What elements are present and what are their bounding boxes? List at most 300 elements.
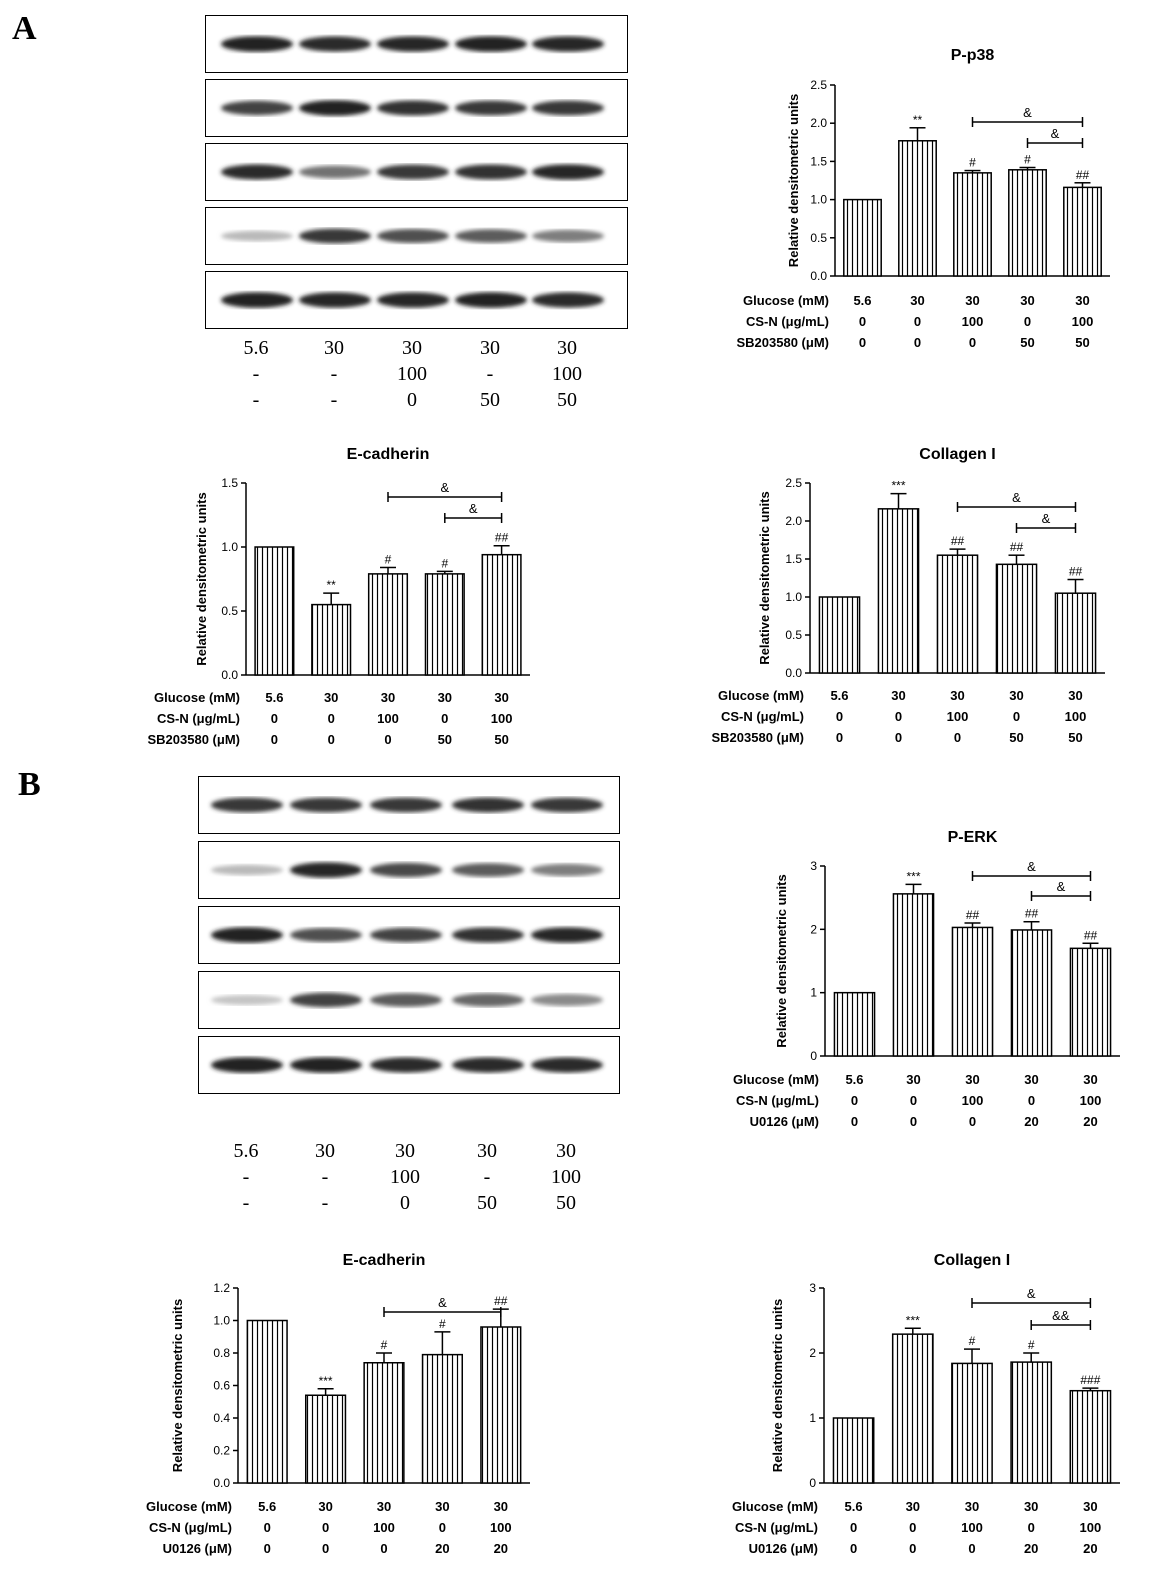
bracket-label: & [1026,1286,1036,1301]
y-tick-label: 1 [809,1411,816,1425]
significance-label: ### [1080,1373,1101,1388]
chart-title: P-p38 [950,47,995,64]
significance-label: # [384,552,392,567]
table-cell: 50 [1075,335,1090,350]
chart-collagen-i-b [720,1245,1140,1575]
table-cell: 100 [1064,709,1087,724]
bar [255,547,294,675]
y-tick-label: 1.5 [810,154,827,169]
bar [1070,1391,1110,1483]
blot-band [221,292,293,308]
blot-band [299,36,371,51]
bar [1011,1362,1051,1483]
table-cell: 0 [384,732,392,747]
y-tick-label: 1.0 [221,540,238,554]
table-row-label: Glucose (mM) [733,1072,819,1087]
table-row-label: U0126 (μM) [748,1541,818,1556]
blot-band [290,993,362,1007]
table-cell: 100 [1079,1520,1102,1535]
condition-value: - [242,1192,250,1214]
table-cell: 100 [1071,314,1094,329]
condition-value: 5.6 [233,1140,259,1162]
significance-label: # [439,1316,446,1331]
bar [954,173,991,276]
table-cell: 0 [858,335,867,350]
table-cell: 0 [321,1541,330,1556]
condition-value: 100 [390,1166,420,1188]
table-cell: 30 [437,690,453,705]
bracket-label: & [438,1295,447,1310]
table-cell: 0 [1023,314,1032,329]
blot-band [532,101,604,116]
table-cell: 100 [961,314,984,329]
table-cell: 30 [906,1072,921,1087]
condition-value: 30 [556,1140,576,1162]
table-cell: 0 [968,335,977,350]
table-cell: 50 [1009,730,1024,745]
bar [247,1321,287,1484]
table-row-label: Glucose (mM) [732,1499,818,1514]
table-cell: 30 [905,1499,921,1514]
blot-band [532,164,604,179]
y-tick-label: 2.0 [785,514,802,528]
blot-band [290,862,362,877]
y-tick-label: 0.5 [785,628,802,642]
chart-p-erk [720,823,1140,1133]
table-cell: 50 [1068,730,1083,745]
table-cell: 5.6 [830,688,849,703]
blot-image-box [205,143,628,201]
table-cell: 0 [968,1114,977,1129]
panel-letter-a: A [12,10,37,47]
bar [834,993,874,1056]
significance-label: ## [1083,928,1098,943]
blot-band [452,993,524,1006]
y-axis-label: Relative densitometric units [770,1298,785,1473]
table-cell: 0 [968,1541,976,1556]
chart-e-cadherin-b [120,1245,540,1575]
blot-band [377,292,449,307]
table-cell: 5.6 [265,690,284,705]
table-cell: 30 [318,1499,333,1514]
condition-value: 5.6 [243,337,269,359]
bar [481,1327,521,1483]
significance-label: ## [494,1294,508,1309]
table-row-label: CS-N (μg/mL) [148,1520,232,1535]
table-cell: 20 [1083,1541,1098,1556]
bar [844,200,881,276]
table-cell: 0 [858,314,867,329]
blot-band [211,798,283,813]
condition-value: 30 [557,337,577,359]
table-cell: 0 [849,1541,858,1556]
blot-band [299,100,371,116]
table-row-label: SB203580 (μM) [711,730,804,745]
blot-band [531,864,603,876]
condition-value: - [242,1166,250,1188]
blot-band [455,292,527,307]
table-cell: 30 [380,690,396,705]
bar [306,1395,346,1483]
y-tick-label: 1.0 [810,192,827,207]
condition-value: - [321,1192,329,1214]
bar [369,574,408,675]
table-row-label: U0126 (μM) [162,1541,232,1556]
condition-value: - [486,363,494,385]
table-cell: 0 [1012,709,1021,724]
bracket-label: & [440,480,450,495]
condition-value: 100 [551,1166,581,1188]
table-cell: 100 [490,711,513,726]
blot-image-box [198,841,620,899]
blot-image-box [205,79,628,137]
blot-band [290,928,362,942]
significance-label: ** [912,112,923,127]
bar [937,555,977,673]
chart-title: E-cadherin [342,1252,426,1269]
condition-value: 30 [402,337,422,359]
condition-value: 50 [556,1192,576,1214]
y-tick-label: 2.0 [810,116,827,131]
table-cell: 5.6 [258,1499,277,1514]
condition-value: 30 [315,1140,335,1162]
blot-band [452,927,524,942]
significance-label: ## [950,534,965,549]
blot-band [452,863,524,877]
table-row-label: SB203580 (μM) [147,732,240,747]
y-tick-label: 1.0 [785,590,802,604]
blot-band [221,36,293,52]
y-tick-label: 3 [809,1281,816,1295]
y-axis-label: Relative densitometric units [757,491,772,665]
blot-band [370,863,442,877]
bar [1070,948,1110,1056]
table-cell: 0 [913,314,922,329]
bar [1011,930,1051,1056]
table-cell: 100 [961,1093,984,1108]
table-cell: 50 [1020,335,1035,350]
table-cell: 0 [953,730,962,745]
table-cell: 20 [1024,1114,1039,1129]
table-row-label: U0126 (μM) [749,1114,819,1129]
condition-value: - [252,389,260,411]
table-cell: 50 [494,732,509,747]
table-row-label: Glucose (mM) [146,1499,232,1514]
bar [878,509,918,673]
table-cell: 30 [1023,1499,1039,1514]
blot-band [452,1057,524,1072]
bar [819,597,859,673]
significance-label: *** [318,1373,333,1388]
chart-p-p38 [736,40,1120,350]
significance-label: ## [965,908,980,922]
table-cell: 30 [494,690,509,705]
significance-label: ## [1009,540,1024,555]
blot-image-box [205,271,628,329]
significance-label: # [1027,1338,1035,1352]
significance-label: ## [1068,564,1083,579]
blot-band [531,798,603,813]
y-tick-label: 0.4 [213,1411,230,1425]
y-tick-label: 0.0 [785,666,802,680]
bracket-label: & [1027,859,1036,874]
condition-value: 50 [477,1192,497,1214]
table-cell: 30 [965,1072,980,1087]
table-row-label: Glucose (mM) [154,690,240,705]
condition-value: 30 [324,337,344,359]
condition-value: 30 [480,337,500,359]
significance-label: *** [891,478,906,493]
table-cell: 20 [493,1541,509,1556]
table-cell: 30 [376,1499,392,1514]
bar [364,1363,404,1483]
table-cell: 20 [1083,1114,1098,1129]
y-tick-label: 0.2 [213,1443,230,1458]
bar [1064,187,1101,276]
table-cell: 0 [850,1093,859,1108]
table-cell: 30 [1083,1072,1098,1087]
condition-value: 100 [552,363,582,385]
table-cell: 5.6 [844,1499,863,1514]
table-cell: 30 [435,1499,450,1514]
table-cell: 0 [835,709,844,724]
table-cell: 30 [965,293,980,308]
bar [833,1418,873,1483]
blot-image-box [198,906,620,964]
blot-band [370,1057,442,1072]
condition-value: 50 [480,389,500,411]
y-tick-label: 2 [809,1346,816,1360]
y-tick-label: 0.0 [810,269,827,283]
significance-label: ## [1024,906,1039,921]
chart-collagen-i-a [705,440,1125,750]
blot-band [531,927,603,942]
table-row-label: CS-N (μg/mL) [745,314,829,329]
condition-value: 0 [400,1192,410,1214]
table-cell: 30 [1009,688,1024,703]
significance-label: *** [905,1313,920,1328]
condition-value: - [483,1166,491,1188]
table-row-label: CS-N (μg/mL) [734,1520,818,1535]
blot-band [299,166,371,179]
blot-band [377,100,449,115]
y-tick-label: 0.5 [221,604,238,618]
condition-value: 100 [397,363,427,385]
table-cell: 0 [909,1114,918,1129]
y-tick-label: 0 [809,1476,816,1490]
blot-band [532,230,604,242]
table-cell: 30 [1075,293,1090,308]
table-cell: 0 [270,711,279,726]
table-row-label: CS-N (μg/mL) [156,711,240,726]
significance-label: # [380,1338,388,1352]
table-cell: 0 [850,1114,859,1129]
blot-band [531,994,603,1006]
bar [952,1363,992,1483]
table-cell: 20 [435,1541,450,1556]
panel-letter-b: B [18,766,41,803]
chart-title: P-ERK [947,829,998,846]
y-tick-label: 0.5 [810,230,827,245]
table-cell: 0 [327,711,335,726]
y-tick-label: 2.5 [785,476,802,490]
bracket-label: & [1056,879,1066,894]
chart-title: E-cadherin [346,446,430,463]
blot-band [370,993,442,1007]
blot-band [531,1057,603,1072]
table-cell: 30 [910,293,925,308]
blot-image-box [198,1036,620,1094]
y-tick-label: 1.2 [213,1281,230,1295]
table-row-label: CS-N (μg/mL) [735,1093,819,1108]
table-cell: 30 [323,690,339,705]
table-row-label: Glucose (mM) [718,688,804,703]
significance-label: # [968,1334,976,1349]
blot-band [532,36,604,51]
blot-band [455,229,527,243]
table-cell: 0 [849,1520,858,1535]
table-cell: 30 [891,688,906,703]
y-tick-label: 1.5 [221,476,238,490]
significance-label: ## [1075,167,1090,182]
table-cell: 0 [909,1541,917,1556]
table-cell: 0 [909,1520,917,1535]
table-cell: 0 [270,732,279,747]
table-row-label: CS-N (μg/mL) [720,709,804,724]
table-cell: 0 [321,1520,330,1535]
table-cell: 0 [894,730,903,745]
table-cell: 0 [380,1541,388,1556]
y-axis-label: Relative densitometric units [170,1298,185,1473]
y-axis-label: Relative densitometric units [774,874,789,1048]
blot-band [370,928,442,942]
table-cell: 100 [373,1520,395,1535]
blot-band [377,165,449,180]
table-cell: 100 [377,711,399,726]
table-cell: 30 [1024,1072,1039,1087]
blot-band [532,292,604,307]
significance-label: # [969,155,976,170]
table-cell: 0 [1027,1520,1035,1535]
condition-value: - [252,363,260,385]
table-cell: 0 [263,1541,271,1556]
table-cell: 100 [1079,1093,1102,1108]
blot-band [455,164,527,179]
significance-label: *** [906,869,921,884]
bar [423,1355,463,1483]
blot-band [290,798,362,813]
significance-label: ## [494,530,509,545]
y-tick-label: 1.0 [213,1313,230,1328]
significance-label: # [1024,152,1031,167]
blot-image-box [198,776,620,834]
blot-band [377,36,449,51]
y-tick-label: 1 [810,985,817,1000]
table-row-label: SB203580 (μM) [736,335,829,350]
bracket-label: & [1041,511,1051,526]
blot-band [299,229,371,244]
table-cell: 0 [913,335,922,350]
bar [482,555,521,675]
blot-band [455,101,527,116]
blot-band [299,292,371,307]
table-cell: 0 [327,732,335,747]
condition-value: - [321,1166,329,1188]
y-tick-label: 2.5 [810,78,827,92]
bar [425,574,464,675]
blot-band [221,231,293,241]
y-tick-label: 0.0 [221,668,238,682]
blot-band [370,798,442,813]
bar [952,927,992,1056]
y-tick-label: 0.8 [213,1346,230,1360]
condition-value: 0 [407,389,417,411]
bar [996,564,1036,673]
blot-band [455,36,527,52]
condition-value: 30 [395,1140,415,1162]
table-cell: 0 [909,1093,918,1108]
table-cell: 0 [438,1520,447,1535]
blot-band [221,164,293,179]
y-tick-label: 0 [810,1049,817,1063]
table-cell: 0 [894,709,903,724]
blot-band [211,865,283,875]
condition-value: - [330,389,338,411]
blot-image-box [205,15,628,73]
table-cell: 0 [441,711,449,726]
y-tick-label: 0.6 [213,1378,230,1393]
table-cell: 5.6 [845,1072,864,1087]
table-cell: 100 [946,709,969,724]
bracket-label: & [1012,490,1021,505]
table-cell: 50 [437,732,453,747]
condition-value: 50 [557,389,577,411]
y-tick-label: 3 [810,859,817,873]
blot-band [211,927,283,943]
blot-band [221,101,293,115]
blot-band [211,1057,283,1073]
significance-label: ** [326,578,336,593]
table-cell: 30 [1068,688,1083,703]
blot-band [290,1057,362,1073]
table-cell: 100 [961,1520,983,1535]
table-cell: 30 [950,688,965,703]
table-row-label: Glucose (mM) [743,293,829,308]
chart-title: Collagen I [933,1252,1011,1269]
bracket-label: & [1050,126,1060,141]
bar [1009,170,1046,276]
table-cell: 0 [835,730,844,745]
table-cell: 0 [1027,1093,1036,1108]
table-cell: 0 [263,1520,271,1535]
bar [893,1334,933,1483]
chart-title: Collagen I [919,446,996,463]
table-cell: 100 [489,1520,512,1535]
table-cell: 30 [493,1499,509,1514]
blot-image-box [198,971,620,1029]
table-cell: 5.6 [853,293,872,308]
y-tick-label: 0.0 [213,1476,230,1490]
blot-image-box [205,207,628,265]
significance-label: # [441,556,449,571]
bar [1055,593,1095,673]
bracket-label: && [1052,1308,1070,1323]
condition-value: 30 [477,1140,497,1162]
bar [312,605,351,675]
bracket-label: & [468,501,478,516]
bar [899,141,936,276]
y-axis-label: Relative densitometric units [786,93,801,268]
